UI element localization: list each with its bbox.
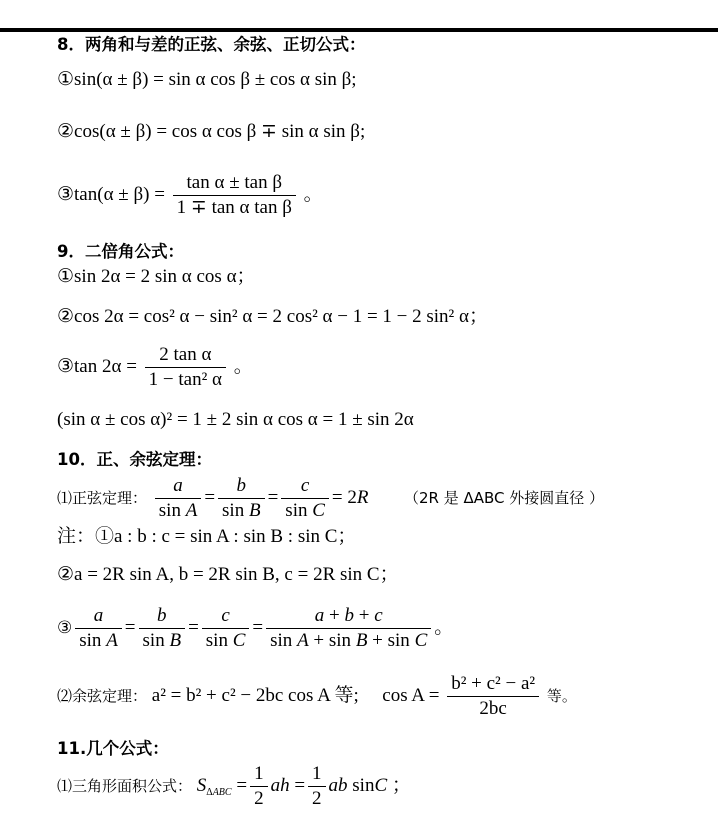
sine-law-fraction-b: $\frac{b}{\text{sin B}}$: [218, 474, 265, 523]
tan-sum-numerator: tan α ± tan β: [173, 171, 296, 196]
area-formula-row: ⑴三角形面积公式： $S_{\Delta ABC}$ = $\frac{1}{2}$ ah = $\frac{1}{2}$ ab sinC ；: [57, 763, 411, 809]
cosine-law-formula: a² = b² + c² − 2bc cos A 等;: [151, 684, 359, 706]
area-half-2: $\frac{1}{2}$: [308, 762, 326, 811]
tan-double-denominator: 1 − tan² α: [148, 369, 222, 390]
formula-square-identity: (sin α ± cos α)² = 1 ± 2 sin α cos α = 1 ± sin 2α: [57, 409, 414, 430]
sine-law-label: ⑴正弦定理：: [57, 488, 148, 507]
cosine-law-row: [57, 672, 577, 721]
formula-sin-sum: ①sin(α ± β) = sin α cos β ± cos α sin β;: [57, 69, 357, 90]
cosine-law-lhs: cos A =: [382, 684, 440, 706]
tan-sum-lhs: ③tan(α ± β) =: [57, 183, 165, 205]
cosine-law-fraction: [447, 672, 539, 721]
tan-double-lhs: ③tan 2α =: [57, 355, 137, 377]
combined-fraction-a: $\frac{a}{\text{sin A}}$: [75, 604, 122, 653]
combined-fraction-c: $\frac{c}{\text{sin C}}$: [202, 604, 250, 653]
combined-fraction-b: $\frac{b}{\text{sin B}}$: [139, 604, 186, 653]
cosine-law-numerator: b² + c² − a²: [447, 672, 539, 697]
tan-sum-fraction: [173, 171, 296, 220]
area-end: ；: [391, 774, 411, 796]
sine-law-fraction-c: $\frac{c}{\text{sin C}}$: [281, 474, 329, 523]
tan-sum-end: 。: [303, 183, 323, 205]
formula-cos-double: ②cos 2α = cos² α − sin² α = 2 cos² α − 1 = 1 − 2 sin² α；: [57, 306, 488, 327]
note-combined-ratio: ③ $\frac{a}{\text{sin A}}$ = $\frac{b}{\text{sin B}}$ = $\frac{c}{\text{sin C}}$ = $\frac{a + b + c}{\text{sin A + sin B + sin C}}$ 。: [57, 605, 454, 651]
tan-double-fraction: [145, 343, 226, 392]
combined-fraction-sum: $\frac{a + b + c}{\text{sin A + sin B + sin C}}$: [266, 604, 431, 653]
cosine-law-denominator: 2bc: [479, 698, 507, 719]
section-11-title: 11.几个公式：: [57, 739, 169, 758]
tan-double-end: 。: [233, 355, 253, 377]
sine-law-fraction-a: $\frac{a}{\text{sin A}}$: [155, 474, 202, 523]
note-2r: ②a = 2R sin A, b = 2R sin B, c = 2R sin C；: [57, 564, 399, 585]
top-rule: [0, 28, 718, 32]
tan-sum-denominator: 1 ∓ tan α tan β: [176, 197, 292, 218]
note-ratio: 注：①a : b : c = sin A : sin B : sin C；: [57, 526, 357, 547]
formula-sin-double: ①sin 2α = 2 sin α cos α；: [57, 266, 256, 287]
cosine-law-label: ⑵余弦定理：: [57, 686, 148, 705]
formula-cos-sum: ②cos(α ± β) = cos α cos β ∓ sin α sin β;: [57, 121, 366, 142]
formula-tan-double: [57, 343, 253, 392]
section-10-title: 10．正、余弦定理：: [57, 450, 212, 469]
area-half-1: $\frac{1}{2}$: [250, 762, 268, 811]
sine-law-row: ⑴正弦定理： $\frac{a}{\text{sin A}}$ = $\frac{b}{\text{sin B}}$ = $\frac{c}{\text{sin C}}$ = 2R （2R 是 ΔABC 外接圆直径 ）: [57, 475, 605, 521]
area-label: ⑴三角形面积公式：: [57, 776, 193, 795]
cosine-law-end: 等。: [546, 686, 577, 705]
tan-double-numerator: 2 tan α: [145, 343, 226, 368]
sine-law-note: （2R 是 ΔABC 外接圆直径 ）: [404, 488, 605, 507]
section-8-title: 8．两角和与差的正弦、余弦、正切公式：: [57, 35, 366, 54]
formula-tan-sum: [57, 171, 323, 220]
section-9-title: 9．二倍角公式：: [57, 242, 184, 261]
